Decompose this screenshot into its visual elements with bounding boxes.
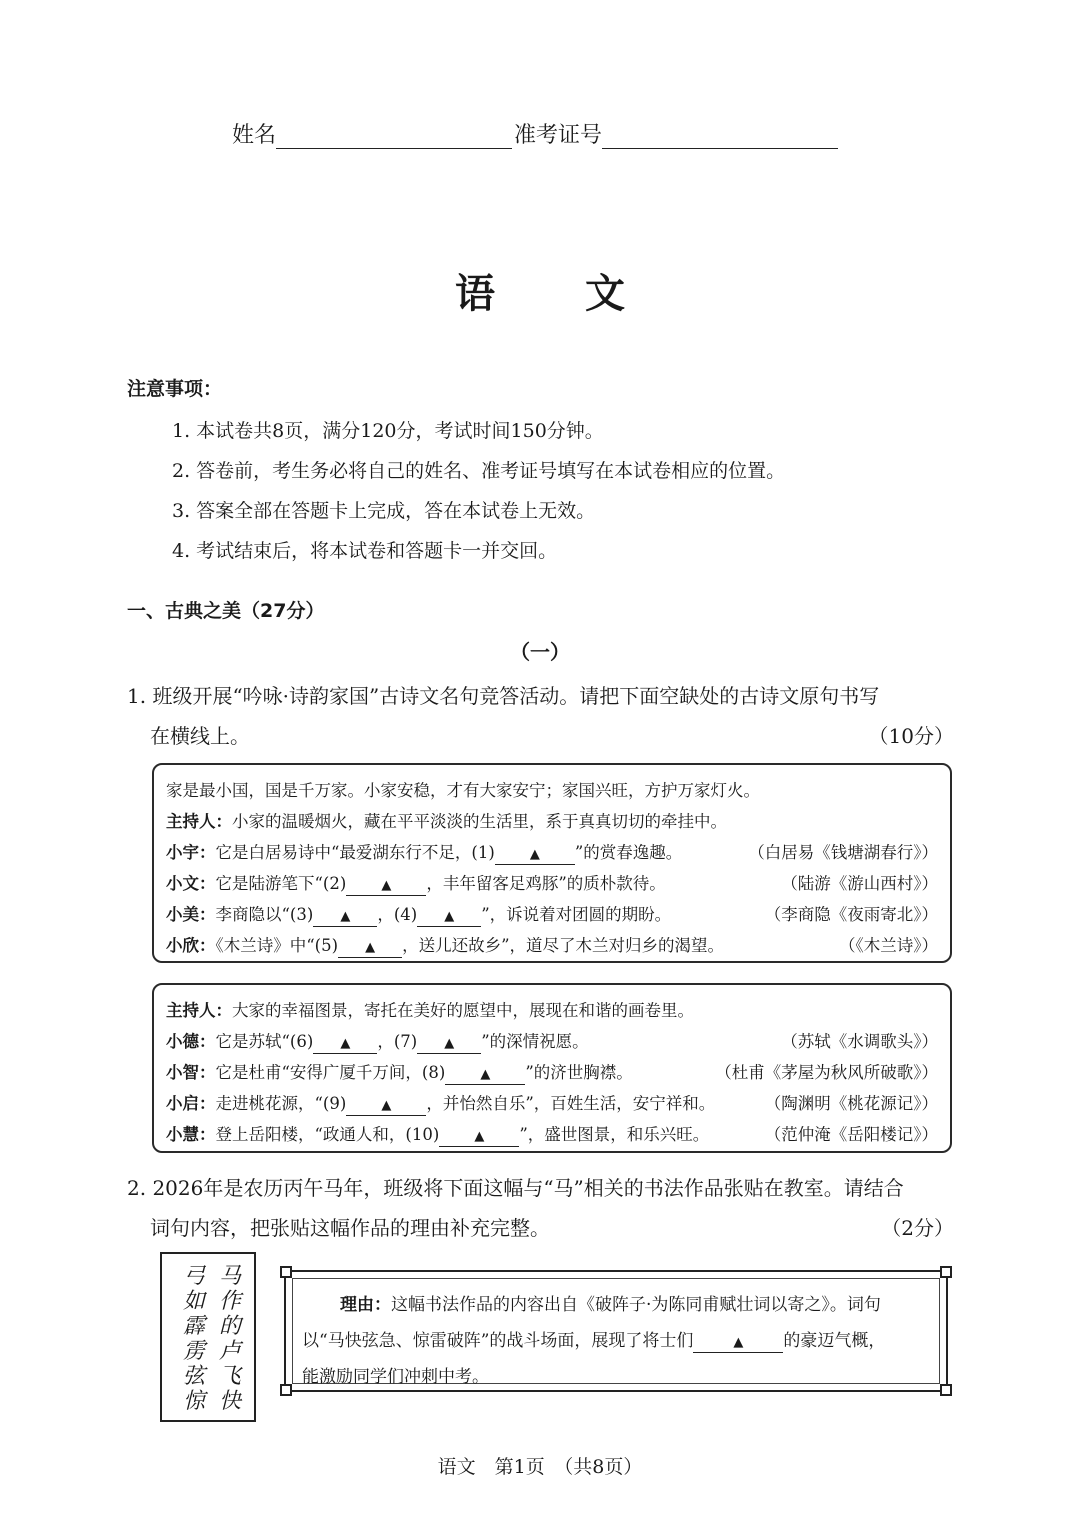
line-text: ，送儿还故乡”，道尽了木兰对归乡的渴望。 [402, 936, 724, 955]
triangle-marker: ▲ [480, 1067, 491, 1082]
calligraphy-glyph: 弓 [182, 1264, 205, 1289]
source-citation: （苏轼《水调歌头》） [781, 1032, 938, 1051]
reason-frame [284, 1270, 948, 1392]
candidate-info-row [232, 118, 838, 149]
answer-line [166, 870, 666, 896]
question-1-text: 1. 班级开展“吟咏·诗韵家国”古诗文名句竞答活动。请把下面空缺处的古诗文原句书写 [127, 684, 880, 708]
notice-title: 注意事项： [127, 378, 223, 400]
quiz-box-2 [152, 983, 952, 1153]
reason-text: 的豪迈气概， [783, 1331, 886, 1351]
answer-line [166, 1121, 709, 1147]
line-text: 它是白居易诗中“最爱湖东行不足，(1) [215, 843, 495, 862]
triangle-marker: ▲ [365, 940, 376, 955]
triangle-marker: ▲ [340, 1036, 351, 1051]
host-line [166, 808, 727, 832]
calligraphy-glyph: 飞 [218, 1364, 241, 1389]
line-text: 它是陆游笔下“(2) [215, 874, 347, 893]
line-text: 它是杜甫“安得广厦千万间，(8) [215, 1063, 446, 1082]
quiz-box-1 [152, 763, 952, 963]
answer-blank-5[interactable] [338, 939, 402, 958]
frame-corner [280, 1266, 292, 1278]
answer-blank-1[interactable] [495, 846, 575, 865]
source-citation: （《木兰诗》） [839, 936, 938, 955]
source-citation: （陶渊明《桃花源记》） [764, 1094, 938, 1113]
line-text: ，(4) [377, 905, 418, 924]
calligraphy-glyph: 快 [218, 1389, 241, 1414]
calligraphy-glyph: 惊 [182, 1389, 205, 1414]
host-text: 小家的温暖烟火，藏在平平淡淡的生活里，系于真真切切的牵挂中。 [232, 812, 727, 831]
calligraphy-artwork [160, 1252, 256, 1422]
answer-line [166, 901, 671, 927]
question-1-score: （10分） [868, 724, 954, 748]
reason-text: 这幅书法作品的内容出自《破阵子·为陈同甫赋壮词以寄之》。词句 [391, 1295, 881, 1315]
line-text: ”的赏春逸趣。 [574, 843, 683, 862]
reason-text: 以“马快弦急、惊雷破阵”的战斗场面，展现了将士们 [302, 1331, 694, 1351]
source-citation: （范仲淹《岳阳楼记》） [764, 1125, 938, 1144]
answer-blank-7[interactable] [417, 1035, 481, 1054]
calligraphy-glyph: 雳 [182, 1339, 205, 1364]
triangle-marker: ▲ [444, 909, 455, 924]
calligraphy-glyph: 卢 [218, 1339, 241, 1364]
answer-blank-8[interactable] [445, 1066, 525, 1085]
question-2-score: （2分） [881, 1216, 954, 1240]
question-2-text-cont: 词句内容，把张贴这幅作品的理由补充完整。 [150, 1216, 550, 1240]
calligraphy-column-right [216, 1264, 244, 1414]
calligraphy-glyph: 作 [218, 1289, 241, 1314]
triangle-marker: ▲ [381, 1098, 392, 1113]
answer-line [166, 932, 724, 958]
line-text: ，(7) [377, 1032, 418, 1051]
notice-item: 2. 答卷前，考生务必将自己的姓名、准考证号填写在本试卷相应的位置。 [172, 460, 786, 482]
reason-answer-blank[interactable] [693, 1334, 783, 1353]
line-text: ”的深情祝愿。 [481, 1032, 589, 1051]
line-text: ”，诉说着对团圆的期盼。 [481, 905, 672, 924]
calligraphy-glyph: 如 [182, 1289, 205, 1314]
answer-blank-6[interactable] [313, 1035, 377, 1054]
answer-line [166, 1059, 633, 1085]
calligraphy-glyph: 霹 [182, 1314, 205, 1339]
speaker-label: 小美： [166, 905, 216, 924]
notice-item: 4. 考试结束后，将本试卷和答题卡一并交回。 [172, 540, 558, 562]
answer-line [166, 839, 682, 865]
line-text: 《木兰诗》中“(5) [215, 936, 339, 955]
speaker-label: 小启： [166, 1094, 216, 1113]
question-2-text: 2. 2026年是农历丙午马年，班级将下面这幅与“马”相关的书法作品张贴在教室。请结合 [127, 1176, 904, 1200]
source-citation: （陆游《游山西村》） [781, 874, 938, 893]
source-citation: （李商隐《夜雨寄北》） [764, 905, 938, 924]
calligraphy-column-left [180, 1264, 208, 1414]
speaker-label: 小宇： [166, 843, 216, 862]
triangle-marker: ▲ [474, 1129, 485, 1144]
section-heading: 一、古典之美（27分） [127, 600, 325, 622]
triangle-marker: ▲ [381, 878, 392, 893]
reason-line-3: 能激励同学们冲刺中考。 [302, 1367, 489, 1387]
question-1-text-cont: 在横线上。 [150, 724, 250, 748]
line-text: ”，盛世图景，和乐兴旺。 [519, 1125, 710, 1144]
calligraphy-glyph: 弦 [182, 1364, 205, 1389]
name-label: 姓名 [232, 123, 277, 148]
line-text: 它是苏轼“(6) [215, 1032, 314, 1051]
triangle-marker: ▲ [340, 909, 351, 924]
frame-corner [280, 1384, 292, 1396]
host-line [166, 997, 694, 1021]
answer-blank-9[interactable] [346, 1097, 426, 1116]
speaker-label: 小文： [166, 874, 216, 893]
line-text: 李商隐以“(3) [215, 905, 314, 924]
speaker-label: 小德： [166, 1032, 216, 1051]
answer-blank-2[interactable] [346, 877, 426, 896]
triangle-marker: ▲ [444, 1036, 455, 1051]
answer-blank-4[interactable] [417, 908, 481, 927]
source-citation: （白居易《钱塘湖春行》） [748, 843, 938, 862]
subsection-heading: （一） [510, 640, 570, 664]
id-label: 准考证号 [514, 123, 603, 148]
answer-line [166, 1028, 589, 1054]
page-footer: 语文 第1页 （共8页） [437, 1456, 643, 1478]
answer-line [166, 1090, 715, 1116]
id-field[interactable] [602, 126, 838, 149]
host-label: 主持人： [166, 812, 232, 831]
page-title: 语文 [455, 271, 715, 317]
speaker-label: 小慧： [166, 1125, 216, 1144]
speaker-label: 小智： [166, 1063, 216, 1082]
speaker-label: 小欣： [166, 936, 216, 955]
source-citation: （杜甫《茅屋为秋风所破歌》） [715, 1063, 938, 1082]
name-field[interactable] [276, 126, 512, 149]
box-intro: 家是最小国，国是千万家。小家安稳，才有大家安宁；家国兴旺，方护万家灯火。 [166, 781, 760, 800]
notice-item: 1. 本试卷共8页，满分120分，考试时间150分钟。 [172, 420, 604, 442]
triangle-marker: ▲ [529, 847, 540, 862]
host-label: 主持人： [166, 1001, 232, 1020]
notice-item: 3. 答案全部在答题卡上完成，答在本试卷上无效。 [172, 500, 596, 522]
answer-blank-3[interactable] [313, 908, 377, 927]
reason-line-2 [302, 1326, 885, 1353]
answer-blank-10[interactable] [439, 1128, 519, 1147]
line-text: 走进桃花源，“(9) [215, 1094, 347, 1113]
calligraphy-glyph: 马 [218, 1264, 241, 1289]
line-text: ”的济世胸襟。 [525, 1063, 633, 1082]
line-text: ，丰年留客足鸡豚”的质朴款待。 [426, 874, 666, 893]
calligraphy-glyph: 的 [218, 1314, 241, 1339]
line-text: 登上岳阳楼，“政通人和，(10) [215, 1125, 440, 1144]
triangle-marker: ▲ [733, 1335, 744, 1350]
host-text: 大家的幸福图景，寄托在美好的愿望中，展现在和谐的画卷里。 [232, 1001, 694, 1020]
line-text: ，并怡然自乐”，百姓生活，安宁祥和。 [426, 1094, 716, 1113]
reason-line-1 [340, 1290, 881, 1315]
frame-corner [940, 1266, 952, 1278]
frame-corner [940, 1384, 952, 1396]
reason-label: 理由： [340, 1295, 391, 1315]
